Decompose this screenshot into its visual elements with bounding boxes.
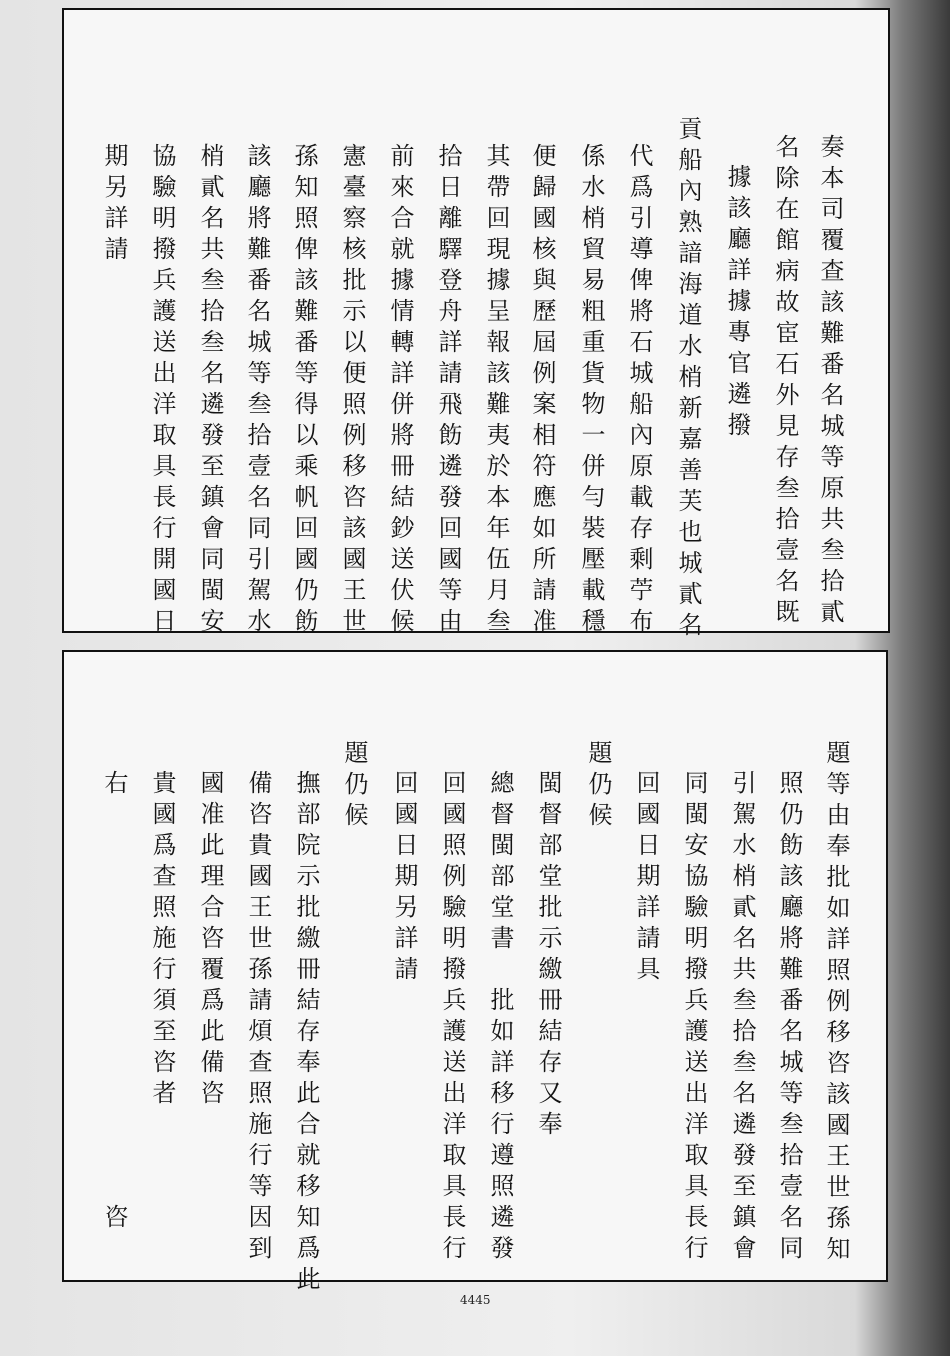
text-column: 撫部院示批繳冊結存奉此合就移知爲此	[292, 770, 320, 1297]
text-column: 備咨貴國王世孫請煩查照施行等因到	[244, 770, 272, 1266]
text-column: 係水梢貿易粗重貨物一併勻裝壓載穩	[577, 143, 605, 639]
text-column: 引駕水梢貳名共叁拾叁名遴發至鎮會	[728, 770, 756, 1266]
text-column: 其帶回現據呈報該難夷於本年伍月叁	[482, 143, 510, 639]
text-column: 閩督部堂批示繳冊結存又奉	[534, 770, 562, 1142]
document-panel-bottom	[62, 650, 888, 1297]
text-column: 代爲引導俾將石城船內原載存剩苧布	[625, 143, 653, 639]
text-column: 題仍候	[584, 740, 612, 833]
text-column: 協驗明撥兵護送出洋取具長行開國日	[148, 143, 176, 639]
text-column: 回國日期詳請具	[632, 770, 660, 987]
text-column: 題等由奉批如詳照例移咨該國王世孫知	[822, 740, 850, 1267]
text-column: 貴國爲查照施行須至咨者	[148, 770, 176, 1111]
document-panel-top	[62, 8, 890, 643]
text-column: 國准此理合咨覆爲此備咨	[196, 770, 224, 1111]
text-column: 同閩安協驗明撥兵護送出洋取具長行	[680, 770, 708, 1266]
text-column: 梢貳名共叁拾叁名遴發至鎮會同閩安	[196, 143, 224, 639]
text-column: 前來合就據情轉詳併將冊結鈔送伏候	[386, 143, 414, 639]
text-column: 據該廳詳據專官遴撥	[723, 164, 751, 443]
text-column: 奏本司覆查該難番名城等原共叁拾貳	[816, 134, 844, 630]
text-column: 便歸國核與歷屆例案相符應如所請准	[528, 143, 556, 639]
text-column: 該廳將難番名城等叁拾壹名同引駕水	[243, 143, 271, 639]
text-column: 憲臺察核批示以便照例移咨該國王世	[338, 143, 366, 639]
text-column: 孫知照俾該難番等得以乘帆回國仍飭	[290, 143, 318, 639]
text-column: 總督閩部堂書 批如詳移行遵照遴發	[486, 770, 514, 1266]
text-column: 回國日期另詳請	[390, 770, 418, 987]
text-column: 照仍飭該廳將難番名城等叁拾壹名同	[775, 770, 803, 1266]
text-column: 拾日離驛登舟詳請飛飭遴發回國等由	[434, 143, 462, 639]
text-column: 題仍候	[340, 740, 368, 833]
text-column: 右 咨	[100, 770, 128, 1235]
text-column: 貢船內熟諳海道水梢新嘉善芙也城貳名	[674, 116, 702, 643]
text-column: 回國照例驗明撥兵護送出洋取具長行	[438, 770, 466, 1266]
page-number: 4445	[460, 1293, 491, 1307]
text-column: 期另詳請	[100, 143, 128, 267]
text-column: 名除在館病故宦石外見存叁拾壹名既	[771, 134, 799, 630]
